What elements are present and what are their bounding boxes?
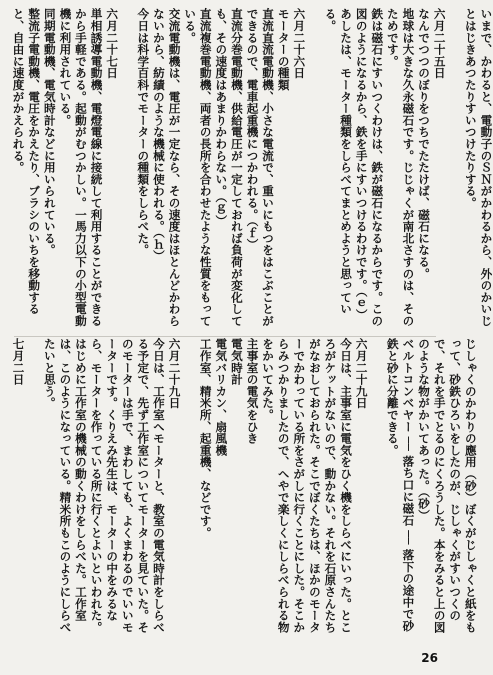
section-divider (14, 336, 436, 337)
upper-text-block (10, 8, 493, 330)
page-number: 26 (421, 651, 438, 665)
upper-vertical-text: いまで、かわると、電動子のＳＮがかわるから、外のかいじとはじきあつたりすいつけたりする。 六月二十五日 なんでつつのぼりをつちでたたけば、磁石になる。 地球は大きな久永磁石です。じじゃくが南北さすのは、そのためです。 鉄は磁石にすいつくわけは、鉄が磁石になるからです。この図のようになるから、鉄を手にすいつけるわけです。（ｅ） あしたは、モーター種類をしらべてまとめようと思っている。 六月二十六日 モーターの種類 直流直流電動機、小さな電流で、重いにもつをはこぶことができるので、電車起重機につかわれる。（ｆ） 直流分巻電動機、供給電圧が一定しておれば負荷が変化しても、その速度はあまりかわらない。（ｇ） 直流複巻電動機、両者の長所を合わせたような性質をもっている。 交流電動機は、電圧が一定なら、その速度はほとんどかわらないから、紡績のような機械に使われる。（ｈ） 今日は科学百科でモーターの種類をしらべた。 六月二十七日 単相誘導電動機、電燈電線に接続して利用することができるから手軽である。起動がむつかしい。一馬力以下の小型電動機に利用されている。 同期電動機、電気時計などに用いられている。 整流子電動機、電圧をかえたり、ブラシのいちを移動すると、自由に速度がかえられる。 (11, 8, 493, 327)
lower-vertical-text: じしゃくのかわりの應用（砂）ぼくがじしゃくと紙をもって、砂鉄ひろいをしたのが、じしゃくがすいつくので、それを手でとるのにくろうした。本をみると上の図のような物がかいてあった。（砂） ベルトコンベヤー ── 落ち口に磁石 ── 落下の途中で砂鉄と砂に分離できる。 六月二十九日 今日は、主事室に電気をひく機をしらべにいった。ところがケットがないので、動かない。それを石原さんたちがなおしておられた。そこでぼくたちは、ほかのモーターでかわっている所をさがしに行くことにした。そこからみつかりましたので、へやで楽しくにしらべられる物をかいてみた。 主事室の電気をひき 電気時計 電気バリカン、扇風機 工作室、精米所、起重機、などです。 六月二十九日 今日は、工作室へモーターと、教室の電気時計をしらべる予定で、先ず工作室についてモーターを見ていた。そのモーターは手で、まわしても、よくまわるのでいいモーターです。くりえみ先生は、モーターの中をみるなら、モーターを作っている所に行くとよいといわれた。 はじめに工作室の機械の動くわけをしらべた。工作室は、このようになっている。精米所もこのようにしらべたいと思う。 七月二日 (11, 338, 478, 633)
lower-text-block (10, 338, 478, 638)
